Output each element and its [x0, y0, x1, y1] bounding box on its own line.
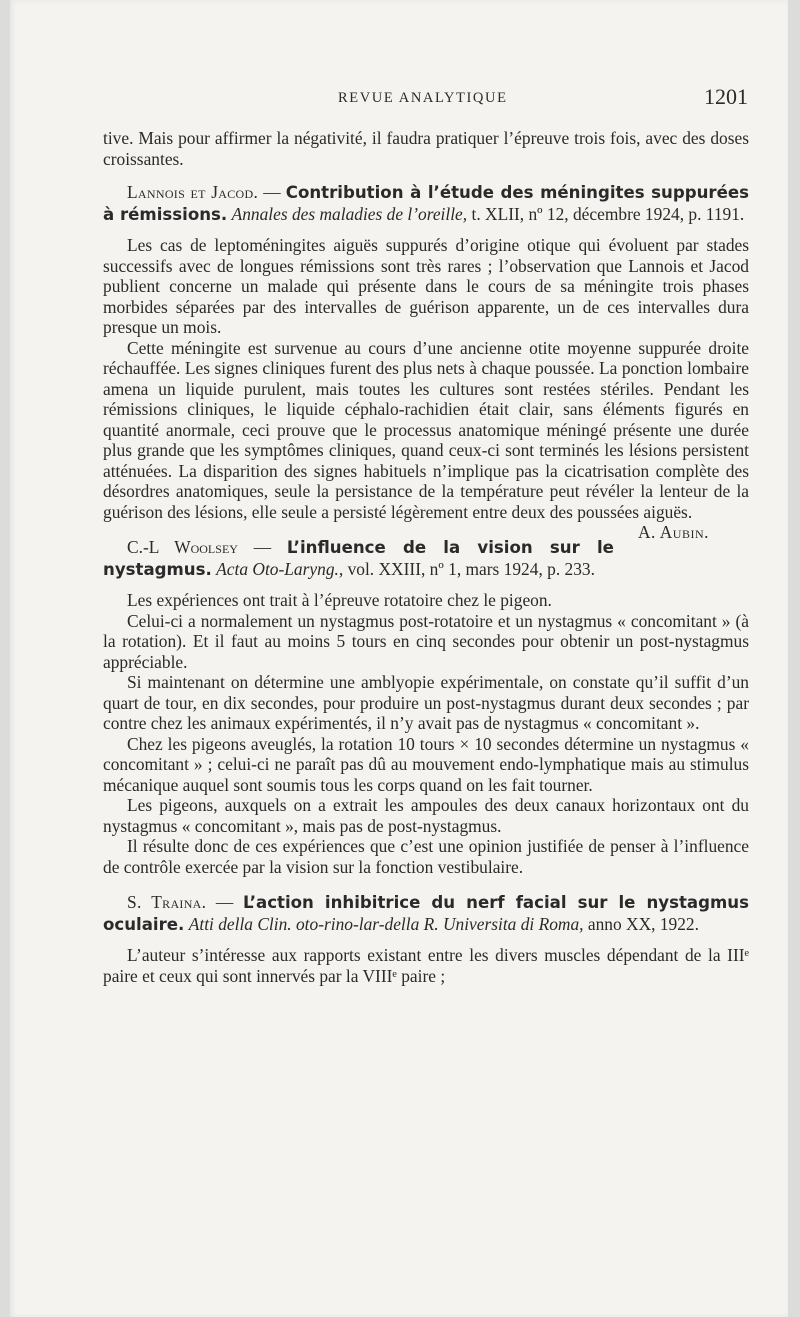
review-title: Contribution à l’étude des méningites suppurées à rémissions.: [103, 183, 749, 224]
review-heading-traina: [103, 892, 749, 935]
page-body: [103, 128, 749, 986]
dash: —: [258, 182, 286, 202]
page-sheet: [10, 0, 788, 1317]
review-heading-woolsey: [103, 537, 749, 580]
review-paragraph: Il résulte donc de ces expériences que c’est une opinion justifiée de penser à l’influence de contrôle exercée par la vision sur la fonction vestibulaire.: [103, 836, 749, 877]
review-paragraph: Les expériences ont trait à l’épreuve rotatoire chez le pigeon.: [127, 590, 552, 610]
citation: anno XX, 1922.: [587, 913, 699, 934]
review-paragraph: Les cas de leptoméningites aiguës suppurés d’origine otique qui évoluent par stades successifs avec de longues rémissions sont très rares ; l’observation que Lannois et Jacod publient concerne un malade qui présente dans le cours de sa méningite trois phases morbides séparées par des intervalles de guérison apparente, un de ces intervalles dura presque un mois.: [103, 235, 749, 337]
review-paragraph: Si maintenant on détermine une amblyopie expérimentale, on constate qu’il suffit d’un quart de tour, en dix secondes, pour produire un post-nystagmus durant deux secondes ; par contre chez les animaux expérimentés, il n’y avait pas de nystagmus « concomitant ».: [103, 672, 749, 733]
dash: —: [206, 892, 243, 912]
page-number: 1201: [704, 84, 748, 109]
review-author: S. Traina.: [127, 892, 207, 912]
citation: t. XLII, nº 12, décembre 1924, p. 1191.: [471, 203, 745, 224]
paragraph-text: Cette méningite est survenue au cours d’une ancienne otite moyenne suppurée droite réchauffée. Les signes cliniques furent des plus nets à chaque poussée. La ponction lombaire amena un liquide purulent, mais toutes les cultures sont restées stériles. Pendant les rémissions cliniques, le liquide céphalo-rachidien était clair, sans éléments figurés en quantité anormale, ceci prouve que le processus anatomique méningé présente une durée plus grande que les symptômes cliniques, quand ceux-ci sont terminés les lésions persistent atténuées. La disparition des signes habituels n’implique pas la cicatrisation complète des désordres anatomiques, seule la persistance de la température peut révéler la lenteur de la guérison des lésions, elle seule a persisté légèrement entre deux des poussées aiguës.: [103, 337, 749, 522]
review-paragraph: L’auteur s’intéresse aux rapports existant entre les divers muscles dépendant de la IIIᵉ paire et ceux qui sont innervés par la VIIIᵉ paire ;: [103, 945, 749, 986]
review-title: L’influence de la vision sur le nystagmus.: [103, 538, 614, 579]
page-header: [90, 84, 750, 114]
review-title: L’action inhibitrice du nerf facial sur le nystagmus oculaire.: [103, 893, 749, 934]
review-paragraph: Les pigeons, auxquels on a extrait les ampoules des deux canaux horizontaux ont du nystagmus « concomitant », mais pas de post-nystagmus.: [103, 795, 749, 836]
journal-name: Annales des maladies de l’oreille,: [231, 203, 468, 224]
review-signature: A. Aubin.: [637, 522, 709, 542]
journal-name: Atti della Clin. oto-rino-lar-della R. Universita di Roma,: [188, 913, 584, 934]
review-paragraph: [103, 337, 749, 542]
review-author: C.-L Woolsey: [127, 537, 238, 557]
review-heading-lannois: [103, 182, 749, 225]
journal-name: Acta Oto-Laryng.,: [216, 558, 344, 579]
review-paragraph: Chez les pigeons aveuglés, la rotation 10 tours × 10 secondes détermine un nystagmus « concomitant » ; celui-ci ne paraît pas dû au mouvement endo-lymphatique mais au stimulus mécanique auquel sont soumis tous les corps quand on les fait tourner.: [103, 733, 749, 795]
review-paragraph: Celui-ci a normalement un nystagmus post-rotatoire et un nystagmus « concomitant » (à la rotation). Et il faut au moins 5 tours en cinq secondes pour obtenir un post-nystagmus appréciable.: [103, 610, 749, 672]
dash: —: [237, 537, 287, 557]
intro-paragraph: tive. Mais pour affirmer la négativité, il faudra pratiquer l’épreuve trois fois, avec des doses croissantes.: [103, 128, 749, 169]
running-title: REVUE ANALYTIQUE: [338, 90, 508, 106]
review-author: Lannois et Jacod.: [127, 182, 259, 202]
citation: vol. XXIII, nº 1, mars 1924, p. 233.: [347, 558, 595, 579]
